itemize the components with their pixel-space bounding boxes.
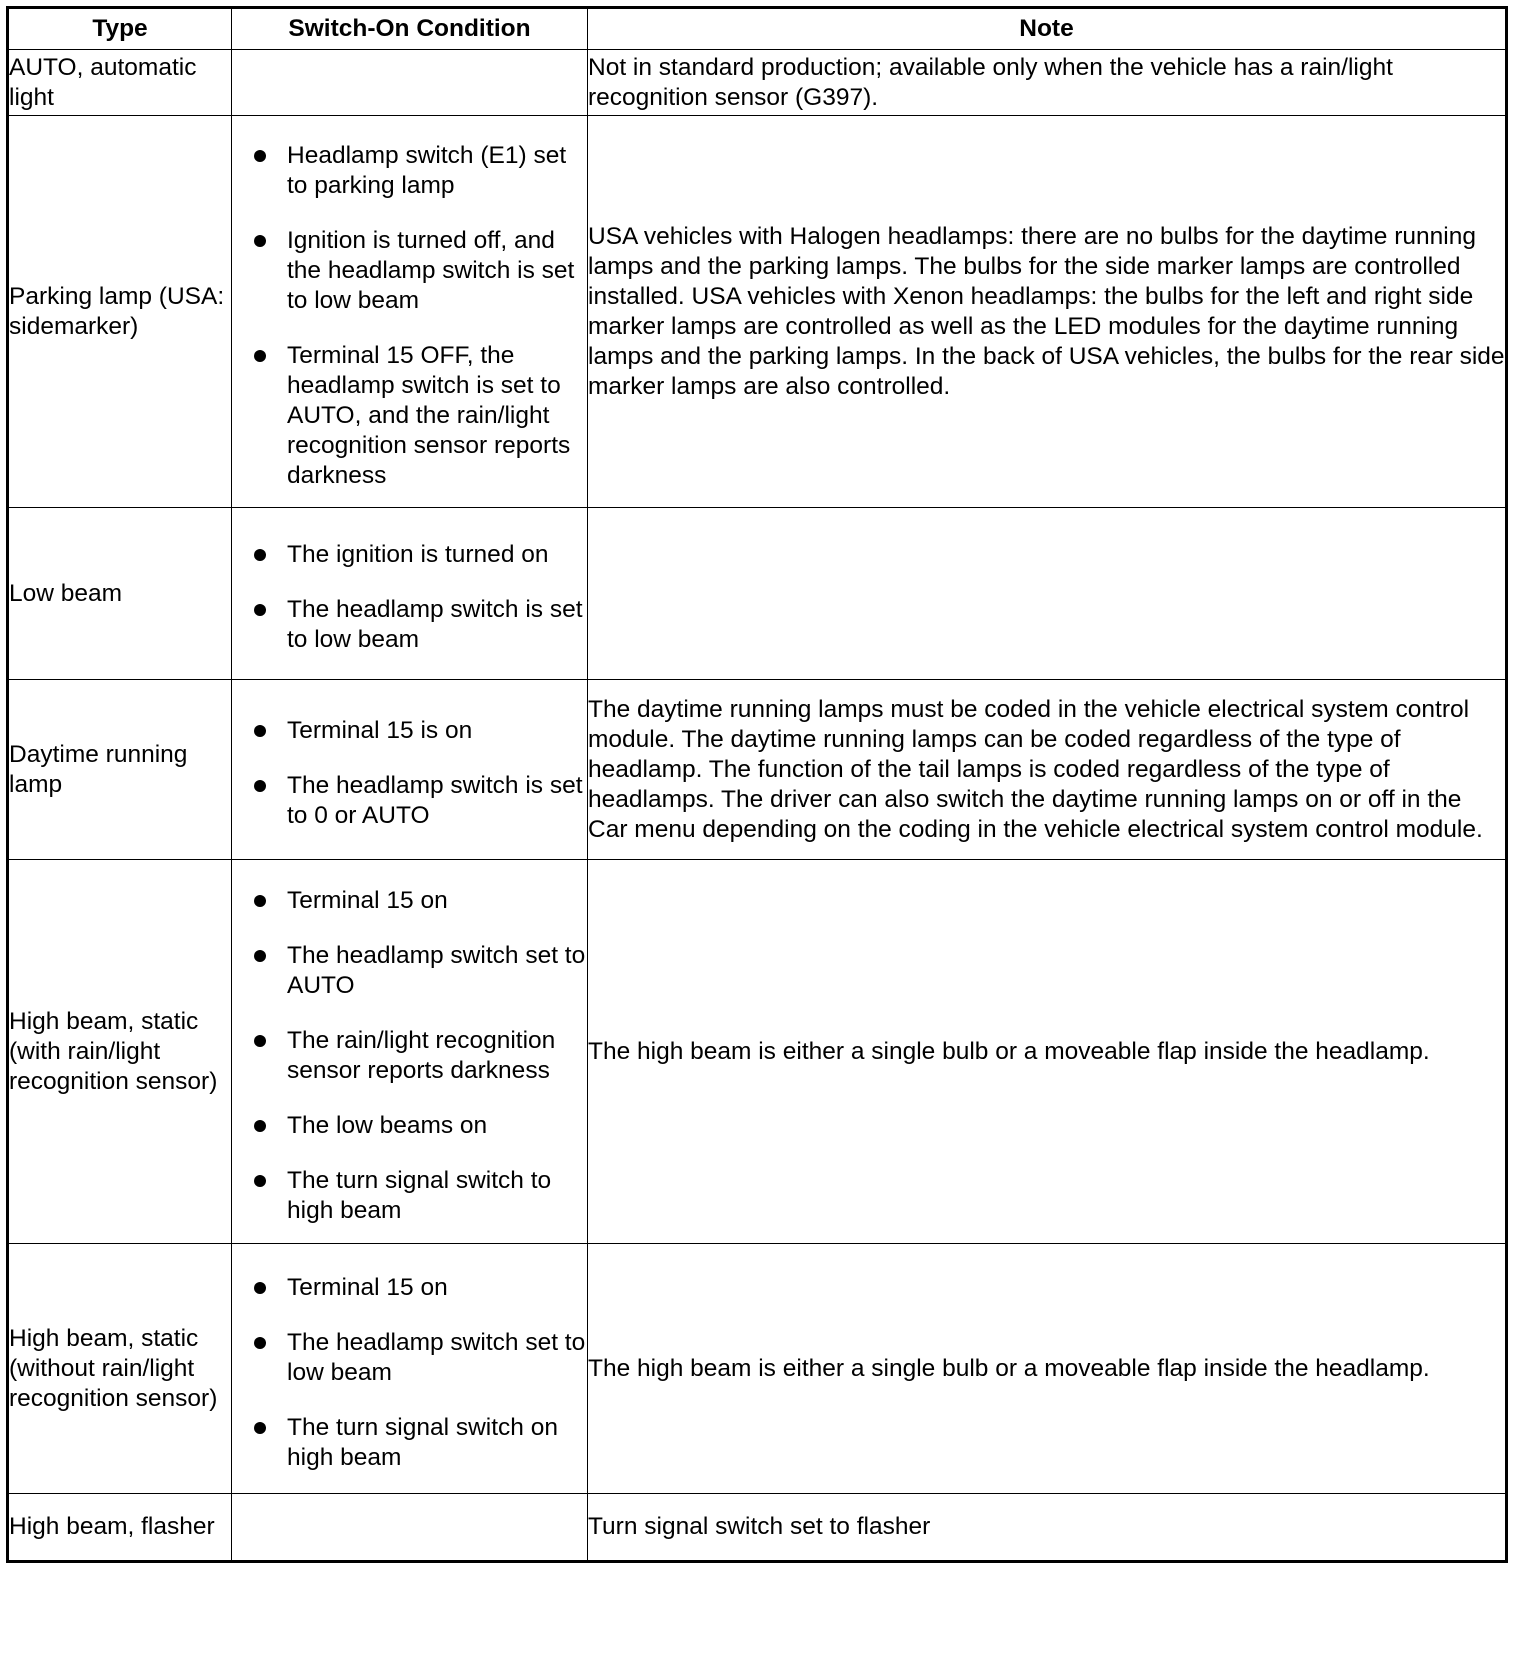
- bullet-icon: [254, 1422, 266, 1434]
- type-cell: Daytime running lamp: [8, 680, 232, 860]
- condition-item: [232, 1111, 587, 1141]
- condition-item: [232, 1328, 587, 1388]
- condition-list: [232, 141, 587, 491]
- note-cell: Not in standard production; available only when the vehicle has a rain/light recognition sensor (G397).: [588, 50, 1507, 116]
- condition-item: [232, 1166, 587, 1226]
- condition-item: [232, 941, 587, 1001]
- table-row: [8, 116, 1507, 508]
- bullet-icon: [254, 150, 266, 162]
- condition-text: The ignition is turned on: [287, 541, 549, 568]
- condition-list: [232, 540, 587, 655]
- table-row: [8, 50, 1507, 116]
- bullet-icon: [254, 350, 266, 362]
- condition-item: [232, 595, 587, 655]
- table-row: [8, 680, 1507, 860]
- condition-text: The low beams on: [287, 1111, 488, 1139]
- condition-text: The headlamp switch set to low beam: [287, 1328, 586, 1386]
- condition-cell: [232, 1244, 588, 1494]
- type-cell: High beam, static (without rain/light recognition sensor): [8, 1244, 232, 1494]
- bullet-icon: [254, 950, 266, 962]
- bullet-icon: [254, 1337, 266, 1349]
- header-note: Note: [588, 8, 1507, 50]
- condition-text: Ignition is turned off, and the headlamp switch is set to low beam: [287, 226, 575, 314]
- table-row: [8, 860, 1507, 1244]
- condition-item: [232, 1026, 587, 1086]
- table-body: [8, 50, 1507, 1562]
- condition-item: [232, 886, 587, 916]
- note-cell: Turn signal switch set to flasher: [588, 1494, 1507, 1562]
- condition-text: Terminal 15 is on: [287, 717, 473, 744]
- condition-item: [232, 716, 587, 746]
- bullet-icon: [254, 895, 266, 907]
- condition-item: [232, 771, 587, 831]
- condition-text: Terminal 15 on: [287, 886, 448, 914]
- type-cell: Low beam: [8, 508, 232, 680]
- condition-text: The headlamp switch is set to low beam: [287, 596, 583, 653]
- condition-list: [232, 886, 587, 1226]
- type-cell: High beam, flasher: [8, 1494, 232, 1562]
- note-cell: USA vehicles with Halogen headlamps: there are no bulbs for the daytime running lamps and the parking lamps. The bulbs for the side marker lamps are controlled installed. USA vehicles with Xenon headlamps: the bulbs for the left and right side marker lamps are controlled as well as the LED modules for the daytime running lamps and the parking lamps. In the back of USA vehicles, the bulbs for the rear side marker lamps are also controlled.: [588, 116, 1507, 508]
- condition-text: The headlamp switch set to AUTO: [287, 941, 586, 999]
- condition-cell: [232, 1494, 588, 1562]
- condition-text: Terminal 15 on: [287, 1273, 448, 1301]
- bullet-icon: [254, 1035, 266, 1047]
- condition-text: The rain/light recognition sensor reports darkness: [287, 1026, 556, 1084]
- header-switch-on-condition: Switch-On Condition: [232, 8, 588, 50]
- header-row: [8, 8, 1507, 50]
- bullet-icon: [254, 780, 266, 792]
- bullet-icon: [254, 235, 266, 247]
- condition-list: [232, 1273, 587, 1473]
- note-cell: The daytime running lamps must be coded in the vehicle electrical system control module. The daytime running lamps can be coded regardless of the type of headlamp. The function of the tail lamps is coded regardless of the type of headlamps. The driver can also switch the daytime running lamps on or off in the Car menu depending on the coding in the vehicle electrical system control module.: [588, 680, 1507, 860]
- bullet-icon: [254, 1120, 266, 1132]
- bullet-icon: [254, 604, 266, 616]
- condition-list: [232, 716, 587, 831]
- condition-item: [232, 226, 587, 316]
- condition-item: [232, 341, 587, 491]
- table-row: [8, 508, 1507, 680]
- lamp-switch-table: [6, 6, 1508, 1563]
- condition-text: The turn signal switch to high beam: [287, 1166, 552, 1224]
- note-cell: The high beam is either a single bulb or a moveable flap inside the headlamp.: [588, 860, 1507, 1244]
- condition-item: [232, 141, 587, 201]
- type-cell: Parking lamp (USA: sidemarker): [8, 116, 232, 508]
- note-cell: The high beam is either a single bulb or a moveable flap inside the headlamp.: [588, 1244, 1507, 1494]
- bullet-icon: [254, 1282, 266, 1294]
- bullet-icon: [254, 549, 266, 561]
- note-cell: [588, 508, 1507, 680]
- bullet-icon: [254, 1175, 266, 1187]
- table-row: [8, 1244, 1507, 1494]
- bullet-icon: [254, 725, 266, 737]
- condition-item: [232, 1413, 587, 1473]
- condition-text: The turn signal switch on high beam: [287, 1413, 558, 1471]
- condition-text: The headlamp switch is set to 0 or AUTO: [287, 772, 583, 829]
- condition-cell: [232, 50, 588, 116]
- table-row: [8, 1494, 1507, 1562]
- type-cell: High beam, static (with rain/light recognition sensor): [8, 860, 232, 1244]
- condition-cell: [232, 116, 588, 508]
- condition-item: [232, 540, 587, 570]
- condition-cell: [232, 680, 588, 860]
- type-cell: AUTO, automatic light: [8, 50, 232, 116]
- condition-cell: [232, 508, 588, 680]
- condition-text: Headlamp switch (E1) set to parking lamp: [287, 141, 567, 199]
- header-type: Type: [8, 8, 232, 50]
- condition-text: Terminal 15 OFF, the headlamp switch is set to AUTO, and the rain/light recognition sensor reports darkness: [287, 341, 571, 489]
- condition-cell: [232, 860, 588, 1244]
- condition-item: [232, 1273, 587, 1303]
